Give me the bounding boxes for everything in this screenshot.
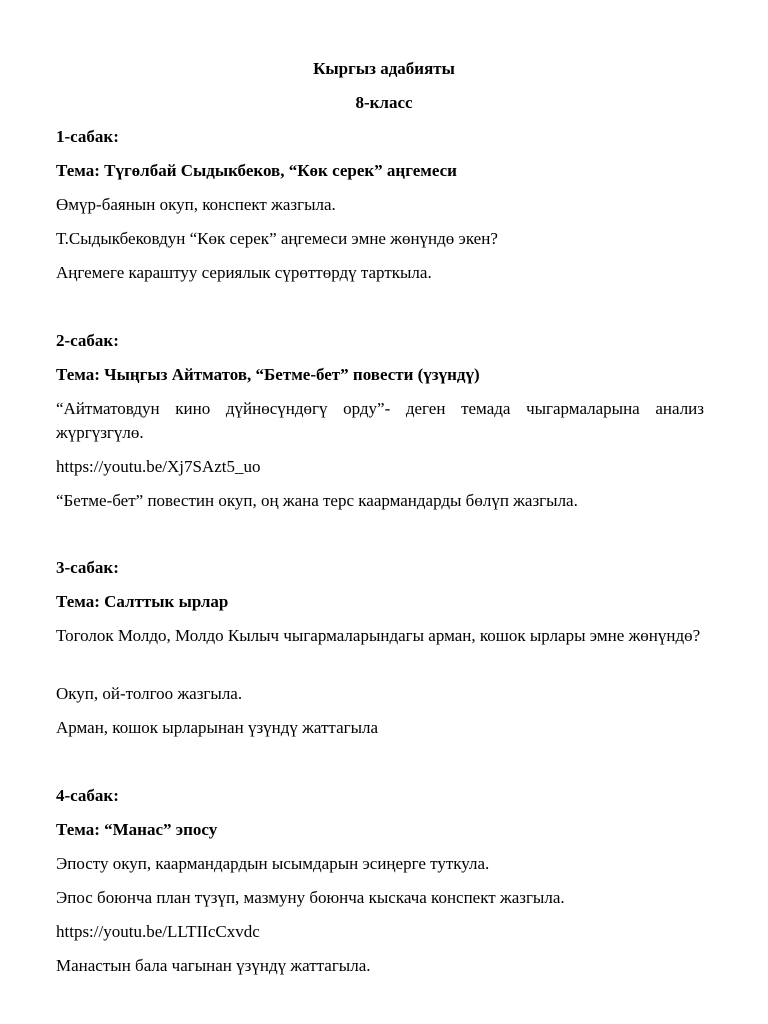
document-grade: 8-класс — [355, 93, 413, 112]
lesson-3-label: 3-сабак: — [56, 558, 119, 577]
lesson-2-task: “Бетме-бет” повестин окуп, оң жана терс каармандарды бөлүп жазгыла. — [56, 491, 578, 510]
lesson-3-task: Арман, кошок ырларынан үзүндү жаттагыла — [56, 718, 379, 737]
lesson-4-task: Манастын бала чагынан үзүндү жаттагыла. — [56, 956, 371, 975]
lesson-4-task: Эпосту окуп, каармандардын ысымдарын эсиңерге туткула. — [56, 854, 490, 873]
lesson-4-video-link[interactable]: https://youtu.be/LLTIIcCxvdc — [56, 922, 260, 941]
lesson-4-label: 4-сабак: — [56, 786, 119, 805]
lesson-3-topic: Тема: Салттык ырлар — [56, 592, 229, 611]
lesson-1-task: Аңгемеге караштуу сериялык сүрөттөрдү тарткыла. — [56, 263, 432, 282]
lesson-1-label: 1-сабак: — [56, 127, 119, 146]
lesson-2-label: 2-сабак: — [56, 331, 119, 350]
lesson-4-task: Эпос боюнча план түзүп, мазмуну боюнча кыскача конспект жазгыла. — [56, 888, 565, 907]
document-title: Кыргыз адабияты — [313, 59, 455, 78]
lesson-4-topic: Тема: “Манас” эпосу — [56, 820, 218, 839]
lesson-3-task: Тоголок Молдо, Молдо Кылыч чыгармаларындагы арман, кошок ырлары эмне жөнүндө? — [56, 626, 701, 645]
lesson-1-task: Өмүр-баянын окуп, конспект жазгыла. — [56, 195, 336, 214]
lesson-1-task: Т.Сыдыкбековдун “Көк серек” аңгемеси эмне жөнүндө экен? — [56, 229, 498, 248]
lesson-3-task: Окуп, ой-толгоо жазгыла. — [56, 684, 243, 703]
lesson-1-topic: Тема: Түгөлбай Сыдыкбеков, “Көк серек” аңгемеси — [56, 161, 457, 180]
lesson-2-video-link[interactable]: https://youtu.be/Xj7SAzt5_uo — [56, 457, 261, 476]
lesson-2-topic: Тема: Чыңгыз Айтматов, “Бетме-бет” повести (үзүндү) — [56, 365, 480, 384]
lesson-2-task: “Айтматовдун кино дүйнөсүндөгү орду”- деген темада чыгармаларына анализ жүргүзгүлө. — [56, 399, 704, 442]
